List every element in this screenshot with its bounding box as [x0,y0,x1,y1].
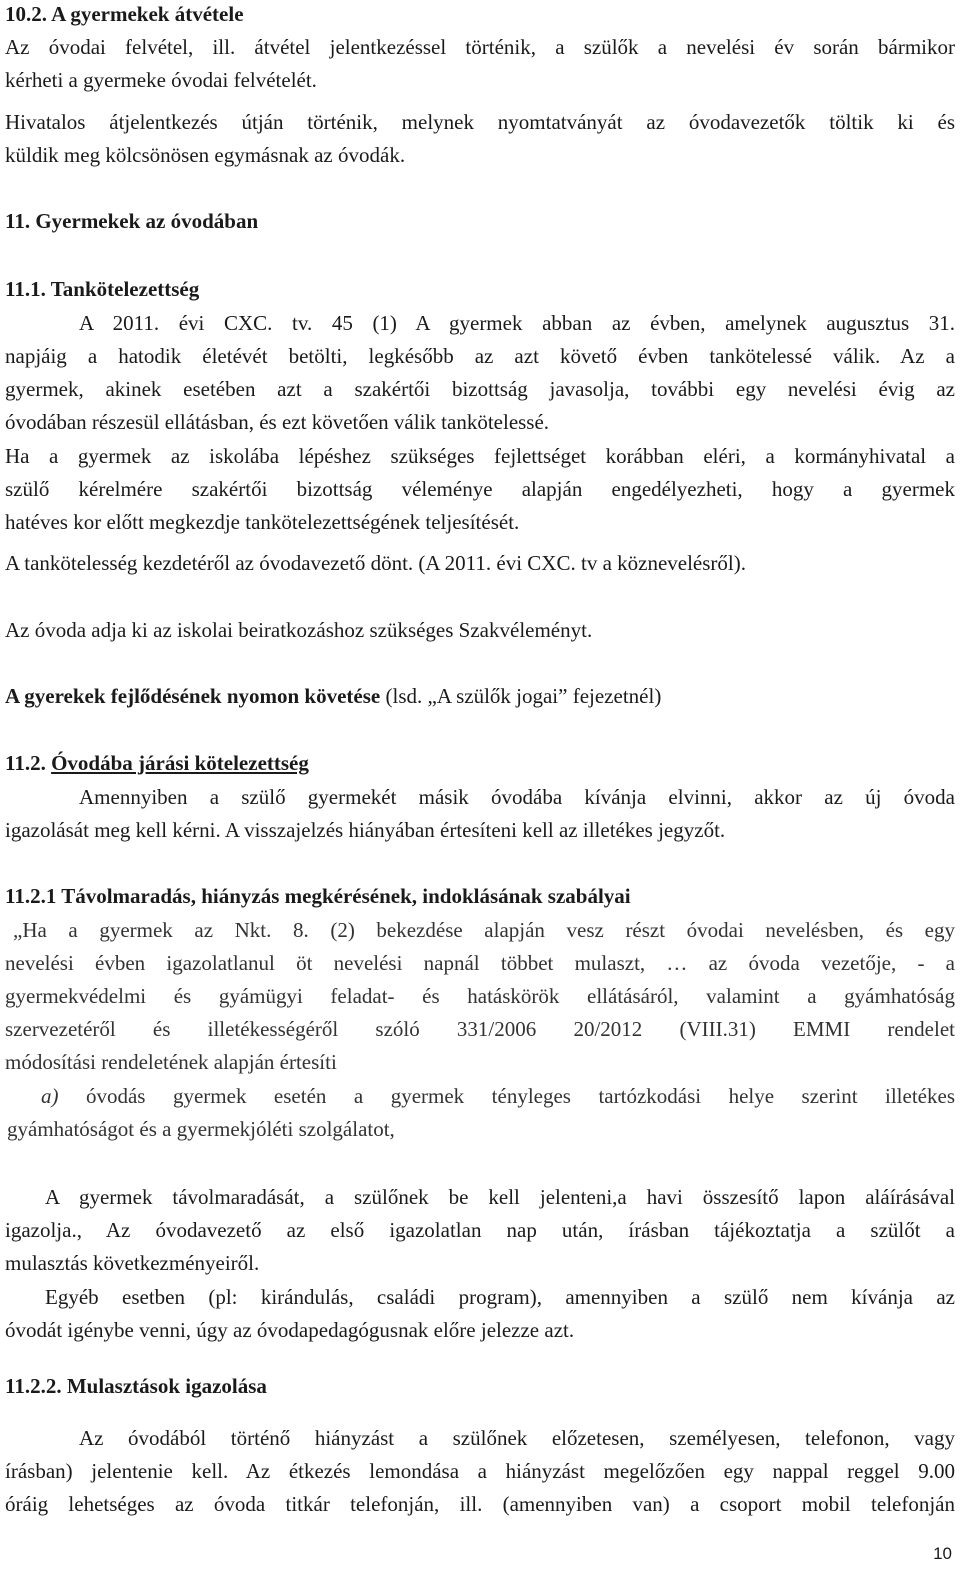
text-line: nevelési évben igazolatlanul öt nevelési napnál többet mulaszt, … az óvoda vezetője, - a [5,951,955,975]
text-line: Az óvodai felvétel, ill. átvétel jelentkezéssel történik, a szülők a nevelési év során bármikor [5,35,955,59]
quote-nkt [5,914,955,1079]
text-line: napjáig a hatodik életévét betölti, legkésőbb az azt követő évben tankötelessé válik. Az a [5,344,955,368]
text-line: módosítási rendeletének alapján értesíti [5,1050,337,1074]
item-text: óvodás gyermek esetén a gyermek tényleges tartózkodási helye szerint illetékes [58,1084,955,1108]
text-line: kérheti a gyermeke óvodai felvételét. [5,68,317,92]
text-line: írásban) jelentenie kell. Az étkezés lemondása a hiányzást megelőzően egy nappal reggel 9.00 [5,1459,955,1483]
paragraph-11-2-1-a [5,1181,955,1280]
text-line: igazolását meg kell kérni. A visszajelzés hiányában értesíteni kell az illetékes jegyzőt. [5,818,726,842]
text-line: küldik meg kölcsönösen egymásnak az óvodák. [5,143,406,167]
item-label: a) [41,1084,59,1108]
text-line: hatéves kor előtt megkezdje tankötelezettségének teljesítését. [5,510,520,534]
page-number: 10 [933,1544,952,1563]
bold-phrase: A gyerekek fejlődésének nyomon követése [5,684,381,708]
paragraph-11-2-1 [5,781,955,847]
text-line: Amennyiben a szülő gyermekét másik óvodába kívánja elvinni, akkor az új óvoda [79,785,955,809]
reference-text: (lsd. „A szülők jogai” fejezetnél) [380,684,662,708]
text-line: Hivatalos átjelentkezés útján történik, melynek nyomtatványát az óvodavezetők töltik ki és [5,110,955,134]
paragraph-11-1-5 [5,680,955,713]
text-line [5,1080,955,1113]
paragraph-10-2-2 [5,106,955,172]
text-line: Egyéb esetben (pl: kirándulás, családi program), amennyiben a szülő nem kívánja az [45,1285,955,1309]
text-line: A gyermek távolmaradását, a szülőnek be kell jelenteni,a havi összesítő lapon aláírásával [45,1185,955,1209]
text-line: óvodát igénybe venni, úgy az óvodapedagógusnak előre jelezze azt. [5,1318,575,1342]
paragraph-11-1-4: Az óvoda adja ki az iskolai beiratkozáshoz szükséges Szakvéleményt. [5,618,593,642]
heading-number: 11.2. [5,751,52,775]
text-line: A 2011. évi CXC. tv. 45 (1) A gyermek abban az évben, amelynek augusztus 31. [79,311,955,335]
heading-11-2-2: 11.2.2. Mulasztások igazolása [5,1374,267,1398]
text-line: szülő kérelmére szakértői bizottság véleménye alapján engedélyezheti, hogy a gyermek [5,477,955,501]
quote-item-a [5,1080,955,1146]
paragraph-11-1-2 [5,440,955,539]
paragraph-11-1-1 [5,307,955,439]
text-line: mulasztás következményeiről. [5,1251,260,1275]
paragraph-10-2-1 [5,31,955,97]
heading-11: 11. Gyermekek az óvodában [5,209,259,233]
text-line: gyámhatóságot és a gyermekjóléti szolgálatot, [7,1117,395,1141]
text-line: szervezetéről és illetékességéről szóló 331/2006 20/2012 (VIII.31) EMMI rendelet [5,1017,955,1041]
paragraph-11-2-2 [5,1422,955,1521]
text-line: gyermek, akinek esetében azt a szakértői bizottság javasolja, további egy nevelési évig az [5,377,955,401]
paragraph-11-1-3: A tankötelesség kezdetéről az óvodavezető dönt. (A 2011. évi CXC. tv a köznevelésről). [5,551,746,575]
text-line: igazolja., Az óvodavezető az első igazolatlan nap után, írásban tájékoztatja a szülőt a [5,1218,955,1242]
heading-11-2-1: 11.2.1 Távolmaradás, hiányzás megkérésének, indoklásának szabályai [5,884,631,908]
heading-10-2: 10.2. A gyermekek átvétele [5,2,244,26]
text-line: óráig lehetséges az óvoda titkár telefonján, ill. (amennyiben van) a csoport mobil telefonján [5,1492,955,1516]
text-line: óvodában részesül ellátásban, és ezt követően válik tankötelessé. [5,410,550,434]
text-line: Az óvodából történő hiányzást a szülőnek előzetesen, személyesen, telefonon, vagy [79,1426,955,1450]
heading-text: Óvodába járási kötelezettség [51,751,309,775]
text-line: gyermekvédelmi és gyámügyi feladat- és hatáskörök ellátásáról, valamint a gyámhatóság [5,984,955,1008]
text-line: „Ha a gyermek az Nkt. 8. (2) bekezdése alapján vesz részt óvodai nevelésben, és egy [13,918,955,942]
heading-11-2 [5,747,955,780]
text-line: Ha a gyermek az iskolába lépéshez szükséges fejlettséget korábban eléri, a kormányhivatal a [5,444,955,468]
heading-11-1: 11.1. Tankötelezettség [5,277,200,301]
paragraph-11-2-1-b [5,1281,955,1347]
